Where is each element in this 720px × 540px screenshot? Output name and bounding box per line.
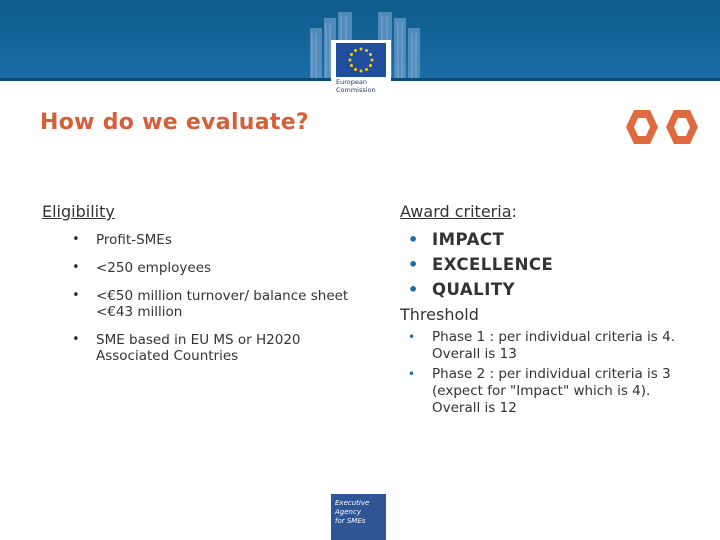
bullet-icon: • [408, 255, 419, 274]
phase-label: Phase 1 [432, 329, 490, 345]
list-item: • <250 employees [72, 260, 362, 276]
bullet-icon: • [408, 330, 416, 344]
criterion-label: EXCELLENCE [432, 255, 554, 274]
eligibility-heading: Eligibility [42, 202, 115, 221]
bullet-icon: • [408, 367, 416, 381]
list-item: • <€50 million turnover/ balance sheet <€43 million [72, 288, 362, 320]
phase-text: : per individual criteria is 3 (expect for "Impact" which is 4). Overall is 12 [432, 366, 671, 416]
list-item: • Profit-SMEs [72, 232, 362, 248]
list-item [408, 227, 553, 252]
phase-label: Phase 2 [432, 366, 490, 382]
threshold-heading: Threshold [400, 305, 479, 324]
eligibility-list [72, 232, 362, 376]
award-criteria-colon: : [511, 202, 517, 221]
bullet-icon: • [408, 230, 419, 249]
easme-line3: for SMEs [335, 517, 366, 525]
easme-line1: Executive [335, 499, 370, 507]
eu-flag-icon [336, 43, 386, 77]
list-item [408, 366, 688, 417]
list-item [408, 329, 688, 363]
criteria-list [408, 227, 553, 302]
ec-logo-line1: European [336, 78, 367, 86]
ec-logo-text [336, 78, 388, 94]
hexagon-logo-icon [624, 106, 704, 148]
easme-logo-text [335, 499, 369, 526]
european-commission-logo [331, 40, 391, 98]
bullet-icon: • [408, 280, 419, 299]
phase-text: : per individual criteria is 4. Overall is 13 [432, 329, 675, 362]
ec-logo-line2: Commission [336, 86, 376, 94]
award-criteria-heading [400, 202, 517, 221]
list-item [408, 252, 553, 277]
threshold-list [408, 329, 688, 420]
easme-line2: Agency [335, 508, 361, 516]
criterion-label: QUALITY [432, 280, 516, 299]
award-criteria-heading-text: Award criteria [400, 202, 512, 221]
criterion-label: IMPACT [432, 230, 505, 249]
easme-logo [331, 494, 386, 540]
list-item: • SME based in EU MS or H2020 Associated Countries [72, 332, 362, 364]
list-item [408, 277, 553, 302]
page-title: How do we evaluate? [40, 110, 309, 135]
